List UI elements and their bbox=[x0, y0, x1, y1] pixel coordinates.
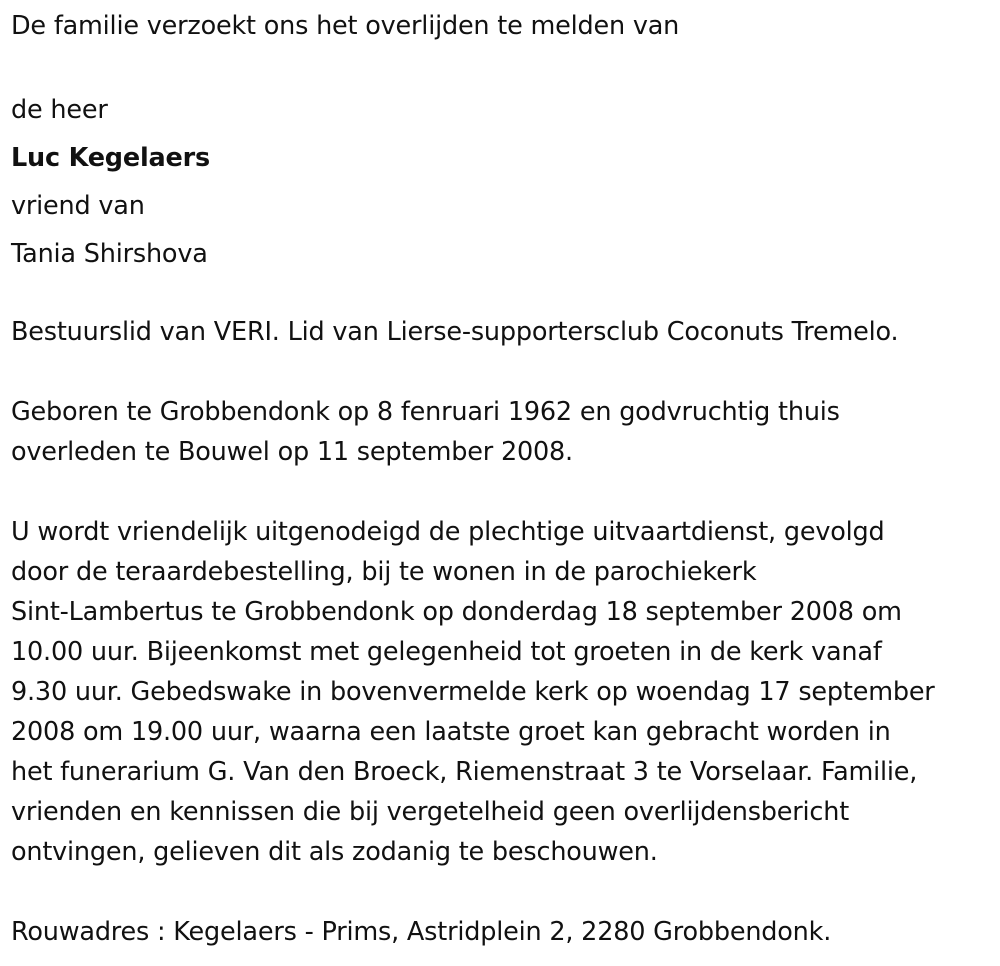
paragraph-line: 2008 om 19.00 uur, waarna een laatste groet kan gebracht worden in bbox=[11, 717, 891, 747]
funeral-paragraph bbox=[11, 512, 991, 872]
paragraph-line: ontvingen, gelieven dit als zodanig te beschouwen. bbox=[11, 837, 658, 867]
mourning-address: Rouwadres : Kegelaers - Prims, Astridplein 2, 2280 Grobbendonk. bbox=[11, 917, 832, 947]
paragraph-line: overleden te Bouwel op 11 september 2008. bbox=[11, 437, 573, 467]
title-prefix: de heer bbox=[11, 95, 108, 125]
paragraph-line: 10.00 uur. Bijeenkomst met gelegenheid tot groeten in de kerk vanaf bbox=[11, 637, 882, 667]
spacer bbox=[11, 352, 991, 392]
paragraph-line: vrienden en kennissen die bij vergetelheid geen overlijdensbericht bbox=[11, 797, 849, 827]
spacer bbox=[11, 46, 991, 86]
relation-text: vriend van bbox=[11, 191, 145, 221]
paragraph-line: 9.30 uur. Gebedswake in bovenvermelde kerk op woendag 17 september bbox=[11, 677, 935, 707]
paragraph-line: door de teraardebestelling, bij te wonen in de parochiekerk bbox=[11, 557, 757, 587]
partner-name: Tania Shirshova bbox=[11, 239, 208, 269]
spacer bbox=[11, 472, 991, 512]
birth-death-paragraph bbox=[11, 392, 991, 472]
paragraph-line: het funerarium G. Van den Broeck, Riemenstraat 3 te Vorselaar. Familie, bbox=[11, 757, 918, 787]
membership-text: Bestuurslid van VERI. Lid van Lierse-supportersclub Coconuts Tremelo. bbox=[11, 317, 899, 347]
intro-text: De familie verzoekt ons het overlijden te melden van bbox=[11, 11, 680, 41]
paragraph-line: U wordt vriendelijk uitgenodeigd de plechtige uitvaartdienst, gevolgd bbox=[11, 517, 885, 547]
paragraph-line: Sint-Lambertus te Grobbendonk op donderdag 18 september 2008 om bbox=[11, 597, 902, 627]
deceased-name: Luc Kegelaers bbox=[11, 143, 210, 173]
paragraph-line: Geboren te Grobbendonk op 8 fenruari 1962 en godvruchtig thuis bbox=[11, 397, 840, 427]
spacer bbox=[11, 278, 991, 312]
spacer bbox=[11, 872, 991, 912]
death-notice bbox=[11, 6, 991, 952]
